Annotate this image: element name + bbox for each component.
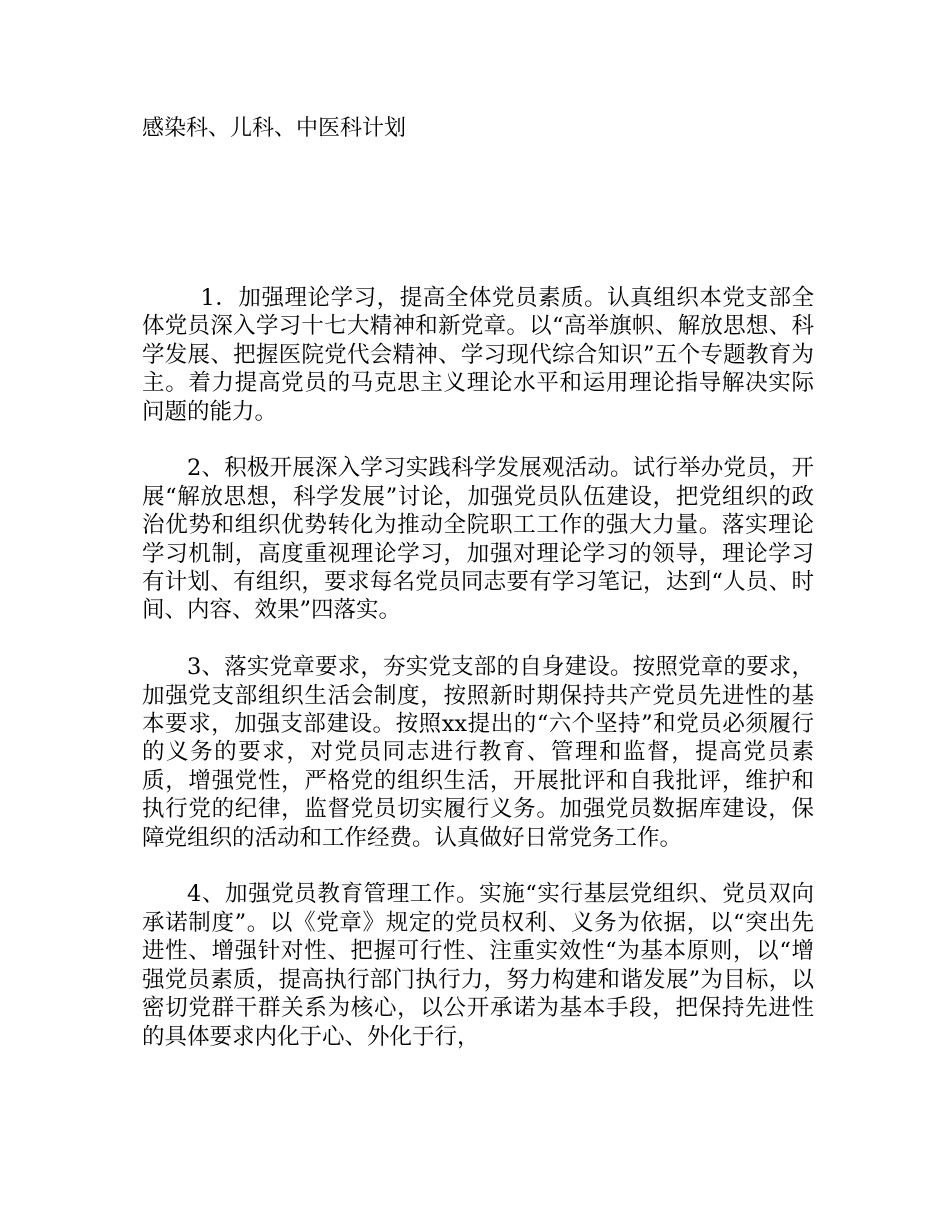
paragraph-4: 4、加强党员教育管理工作。实施“实行基层党组织、党员双向承诺制度”。以《党章》规定的党员权利、义务为依据，以“突出先进性、增强针对性、把握可行性、注重实效性“为基本原则，以“增强党员素质，提高执行部门执行力，努力构建和谐发展”为目标，以密切党群干群关系为核心，以公开承诺为基本手段，把保持先进性的具体要求内化于心、外化于行， xyxy=(142,881,814,1050)
document-body xyxy=(142,284,814,1079)
paragraph-2: 2、积极开展深入学习实践科学发展观活动。试行举办党员，开展“解放思想，科学发展”讨论，加强党员队伍建设，把党组织的政治优势和组织优势转化为推动全院职工工作的强大力量。落实理论学习机制，高度重视理论学习，加强对理论学习的领导，理论学习有计划、有组织，要求每名党员同志要有学习笔记，达到“人员、时间、内容、效果”四落实。 xyxy=(142,455,814,624)
paragraph-3: 3、落实党章要求，夯实党支部的自身建设。按照党章的要求，加强党支部组织生活会制度，按照新时期保持共产党员先进性的基本要求，加强支部建设。按照xx提出的“六个坚持”和党员必须履行的义务的要求，对党员同志进行教育、管理和监督，提高党员素质，增强党性，严格党的组织生活，开展批评和自我批评，维护和执行党的纪律，监督党员切实履行义务。加强党员数据库建设，保障党组织的活动和工作经费。认真做好日常党务工作。 xyxy=(142,654,814,851)
document-title: 感染科、儿科、中医科计划 xyxy=(142,116,407,141)
paragraph-1: 1．加强理论学习，提高全体党员素质。认真组织本党支部全体党员深入学习十七大精神和新党章。以“高举旗帜、解放思想、科学发展、把握医院党代会精神、学习现代综合知识”五个专题教育为主。着力提高党员的马克思主义理论水平和运用理论指导解决实际问题的能力。 xyxy=(142,285,814,425)
